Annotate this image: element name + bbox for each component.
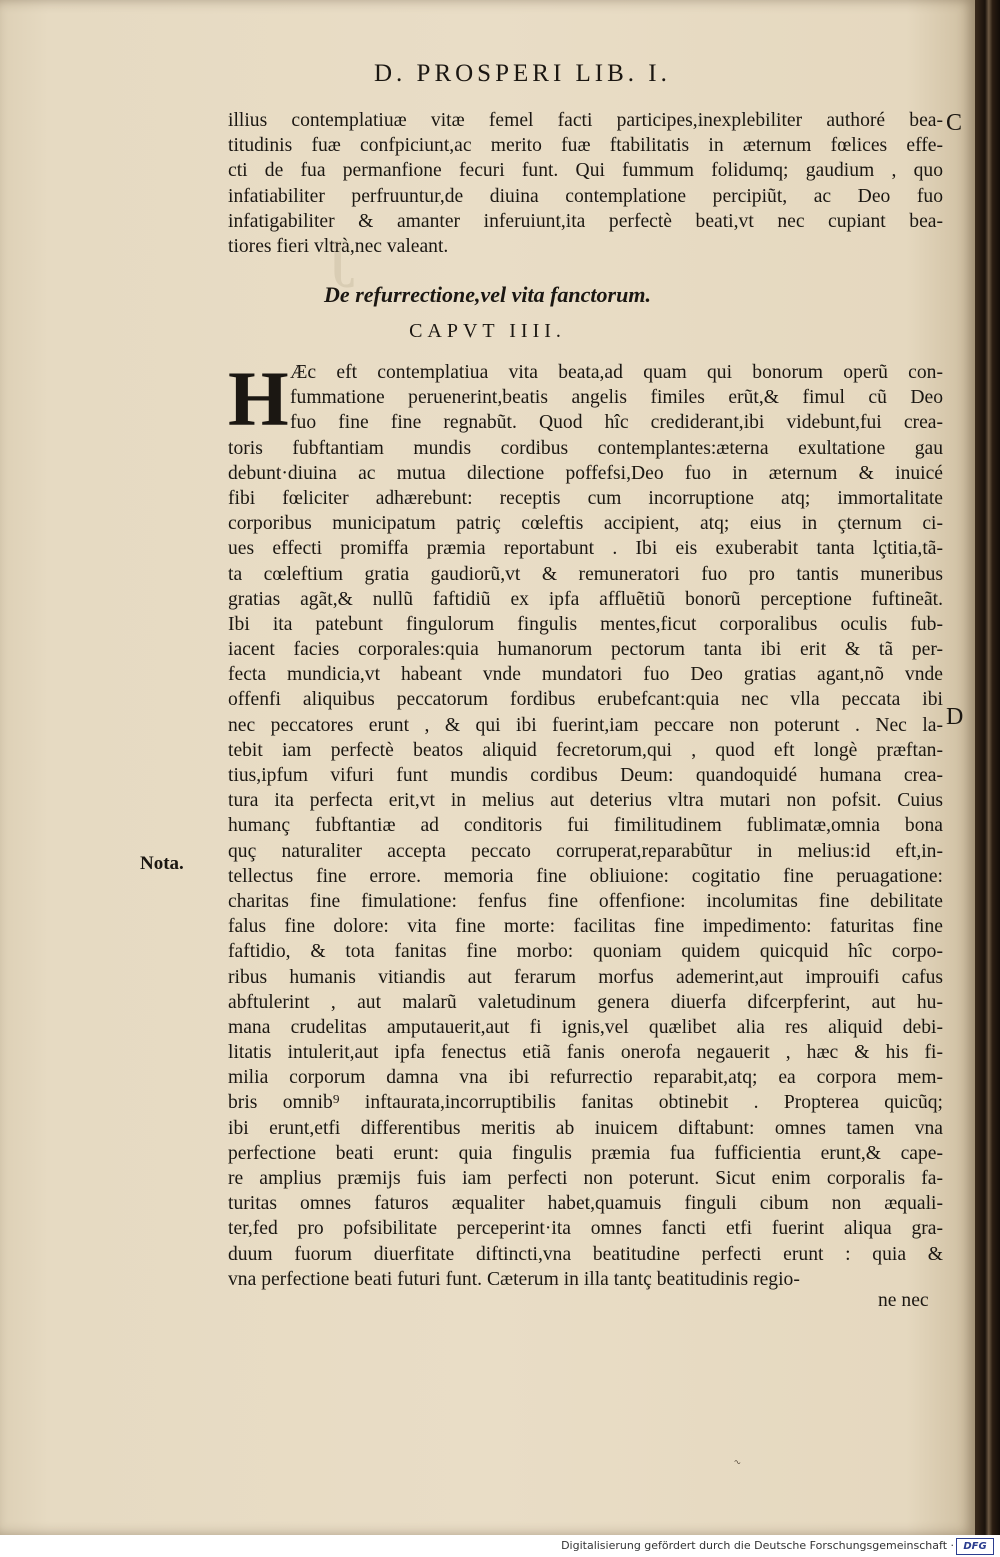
text-line: perfectione beati erunt: quia fingulis præmia fua fufficientia erunt,& cape- [228, 1142, 943, 1164]
text-line: corporibus municipatum patriç cœleftis accipient, atq; eius in çternum ci- [228, 513, 943, 535]
dfg-logo: DFG [956, 1538, 994, 1555]
margin-note: Nota. [140, 853, 184, 874]
margin-letter-c: C [946, 110, 963, 136]
running-head: D. PROSPERI LIB. I. [374, 60, 671, 87]
text-line: infatigabiliter & amanter inferuiunt,ita perfectè beati,vt nec cupiant bea- [228, 210, 943, 232]
text-line: humanç fubftantiæ ad conditoris fui fimilitudinem fublimatæ,omnia bona [228, 815, 943, 837]
text-line: ter,fed pro pofsibilitate perceperint·ita omnes fancti etfi fuerint aliqua gra- [228, 1218, 943, 1240]
chapter-title: De refurrectione,vel vita fanctorum. [324, 282, 651, 307]
text-line: nec peccatores erunt , & qui ibi fuerint,iam peccare non poterunt . Nec la- [228, 714, 943, 736]
text-line: tellectus fine errore. memoria fine obliuione: cogitatio fine peruagatione: [228, 865, 943, 887]
drop-cap: H [228, 355, 289, 442]
paragraph-1 [228, 108, 943, 259]
text-line: Æc eft contemplatiua vita beata,ad quam qui bonorum operũ con- [290, 362, 943, 383]
text-line: fibi fœliciter adhærebunt: receptis cum incorruptione atq; immortalitate [228, 487, 943, 509]
text-line: abftulerint , aut malarũ valetudinum genera diuerfa difcerpferint, aut hu- [228, 991, 943, 1013]
text-line: faftidio, & tota fanitas fine morbo: quoniam quidem quicquid hîc corpo- [228, 941, 943, 963]
text-line: re amplius præmijs fuis iam perfecti non poterunt. Sicut enim corporalis fa- [228, 1168, 943, 1189]
margin-letter-d: D [946, 704, 964, 730]
text-line: fummatione peruenerint,beatis angelis fimiles erũt,& fimul cũ Deo [290, 387, 943, 409]
text-line: tura ita perfecta erit,vt in melius aut deterius vltra mutari non pofsit. Cuius [228, 790, 943, 812]
text-line: debunt·diuina ac mutua dilectione poffefsi,Deo fuo in æternum & inuicé [228, 462, 943, 484]
text-line: ues effecti promiffa præmia reportabunt . Ibi eis exuberabit tanta lçtitia,tã- [228, 538, 943, 560]
text-line: titudinis fuæ confpiciunt,ac merito fuæ ftabilitatis in æternum fœlices effe- [228, 135, 943, 157]
text-line: quç naturaliter accepta peccato corruperat,reparabũtur in melius:id eft,in- [228, 840, 943, 862]
text-line: infatiabiliter perfruuntur,de diuina contemplatione percipiũt, ac Deo fuo [228, 185, 943, 207]
text-line: ibi erunt,etfi differentibus meritis ab inuicem diftabunt: omnes tamen vna [228, 1117, 943, 1139]
text-line: tebit iam perfectè beatos aliquid fecretorum,qui , quod eft longè præftan- [228, 739, 943, 761]
show-through-ink: J [327, 226, 355, 303]
book-spine [975, 0, 1000, 1535]
text-line: ta cœleftium gratia gaudiorũ,vt & remuneratori fuo pro tantis muneribus [228, 563, 943, 585]
text-line: falus fine dolore: vita fine morte: facilitas fine impedimento: faturitas fine [228, 916, 943, 938]
text-line: ribus humanis vitiandis aut ferarum morfus ademerint,aut improuifi cafus [228, 966, 943, 988]
text-line: gratias agãt,& nullũ faftidiũ ex ipfa affluẽtiũ bonorũ perceptione fuftineãt. [228, 588, 943, 610]
text-line: fuo fine fine regnabũt. Quod hîc crediderant,ibi videbunt,fui crea- [290, 412, 943, 434]
text-line: litatis intulerit,aut ipfa fenectus etiã fanis onerofa negauerit , hæc & his fi- [228, 1042, 943, 1064]
text-line: illius contemplatiuæ vitæ femel facti participes,inexplebiliter authoré bea- [228, 110, 943, 131]
text-line: mana crudelitas amputauerit,aut fi ignis,vel quælibet alia res aliquid debi- [228, 1016, 943, 1038]
ink-speck: ~ [731, 1454, 744, 1470]
text-line: duum fuorum diuerfitate diftincti,vna beatitudine perfecti erunt : quia & [228, 1243, 943, 1265]
text-line: Ibi ita patebunt fingulorum fingulis mentes,ficut corporalibus oculis fub- [228, 613, 943, 635]
text-line: fecta mundicia,vt habeant vnde mundatori fuo Deo gratias agant,nõ vnde [228, 664, 943, 686]
text-line: vna perfectione beati futuri funt. Cæterum in illa tantç beatitudinis regio- [228, 1268, 800, 1290]
text-line: toris fubftantiam mundis cordibus contemplantes:æterna exultatione gau [228, 437, 943, 459]
text-line: turitas omnes faturos æqualiter habet,quamuis finguli cibum non æquali- [228, 1193, 943, 1215]
catchword: ne nec [878, 1290, 929, 1311]
chapter-number: CAPVT IIII. [409, 320, 566, 342]
text-line: tius,ipfum vifuri funt mundis cordibus Deum: quandoquidé humana crea- [228, 765, 943, 786]
paragraph-2 [228, 355, 943, 1292]
text-line: offenfi aliquibus peccatorum fordibus erubefcant:quia nec vlla peccata ibi [228, 689, 943, 711]
text-line: iacent facies corporales:quia humanorum pectorum tanta ibi erit & tã per- [228, 639, 943, 661]
text-line: bris omnib⁹ inftaurata,incorruptibilis fanitas obtinebit . Propterea quicũq; [228, 1092, 943, 1114]
text-line: milia corporum damna vna ibi refurrectio reparabit,atq; ea corpora mem- [228, 1067, 943, 1089]
text-line: charitas fine fimulatione: fenfus fine offenfione: incolumitas fine debilitate [228, 890, 943, 912]
digitization-footer [0, 1535, 1000, 1557]
footer-credit: Digitalisierung gefördert durch die Deutsche Forschungsgemeinschaft · [561, 1539, 954, 1552]
text-line: cti de fua permanfione fecuri funt. Qui fummum folidumq; gaudium , quo [228, 160, 943, 182]
text-line: tiores fieri vltrà,nec valeant. [228, 235, 449, 257]
